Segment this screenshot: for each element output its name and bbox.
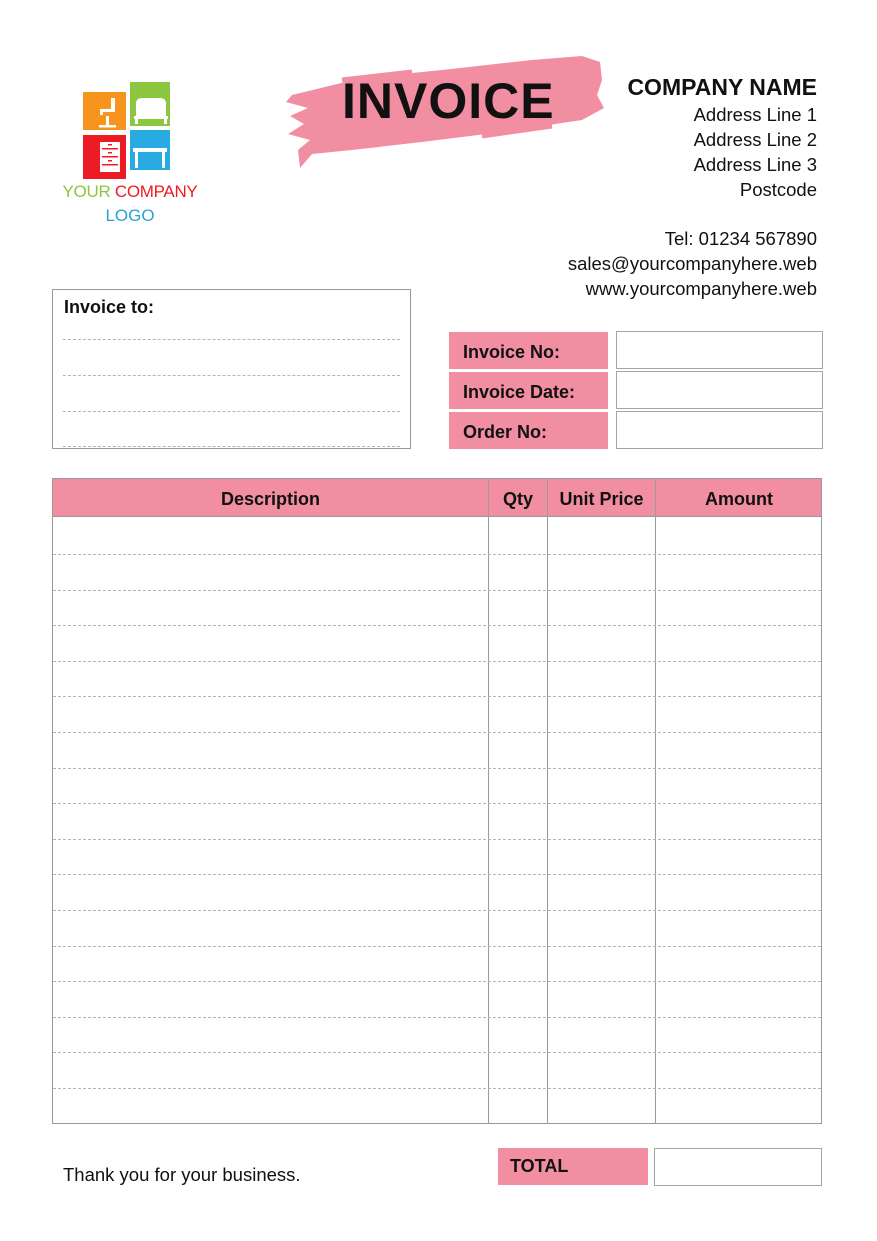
column-divider [547,479,548,1123]
table-row[interactable] [53,874,821,875]
invoice-no-label: Invoice No: [449,332,608,369]
header-amount: Amount [705,489,773,509]
invoice-date-field[interactable] [616,371,823,409]
table-row[interactable] [53,910,821,911]
order-no-label: Order No: [449,412,608,449]
address-line-1: Address Line 1 [693,104,817,125]
table-row[interactable] [53,554,821,555]
header-unit-price: Unit Price [559,489,644,509]
address-line-field[interactable] [63,446,400,447]
table-row[interactable] [53,1088,821,1089]
table-row[interactable] [53,839,821,840]
address-line-3: Address Line 3 [693,154,817,175]
invoice-title: INVOICE [342,73,555,129]
company-contact [568,226,817,301]
table-row[interactable] [53,768,821,769]
table-row[interactable] [53,661,821,662]
total-label: TOTAL [498,1148,648,1185]
company-name: COMPANY NAME [627,74,817,100]
website: www.yourcompanyhere.web [585,278,817,299]
table-row[interactable] [53,732,821,733]
table-row[interactable] [53,946,821,947]
order-no-field[interactable] [616,411,823,449]
invoice-to-box[interactable] [52,289,411,449]
table-row[interactable] [53,803,821,804]
header-description: Description [220,489,321,509]
table-row[interactable] [53,696,821,697]
company-logo [55,78,225,238]
address-line-field[interactable] [63,375,400,376]
table-row[interactable] [53,625,821,626]
logo-text-logo: LOGO [105,206,155,225]
invoice-to-label: Invoice to: [64,297,155,317]
email: sales@yourcompanyhere.web [567,253,817,274]
furniture-logo-icon [83,80,203,180]
logo-text-company: YOUR COMPANY [62,182,198,201]
table-row[interactable] [53,981,821,982]
telephone: Tel: 01234 567890 [664,228,817,249]
table-row[interactable] [53,590,821,591]
table-row[interactable] [53,1017,821,1018]
invoice-title-area [282,50,612,180]
invoice-date-label: Invoice Date: [449,372,608,409]
invoice-no-field[interactable] [616,331,823,369]
column-divider [655,479,656,1123]
total-field[interactable] [654,1148,822,1186]
postcode: Postcode [739,179,817,200]
address-line-field[interactable] [63,411,400,412]
company-info [627,72,817,202]
thank-you-note: Thank you for your business. [63,1164,301,1185]
table-row[interactable] [53,1052,821,1053]
header-qty: Qty [502,489,533,509]
address-line-2: Address Line 2 [693,129,817,150]
column-divider [488,479,489,1123]
address-line-field[interactable] [63,339,400,340]
items-table [52,478,822,1124]
